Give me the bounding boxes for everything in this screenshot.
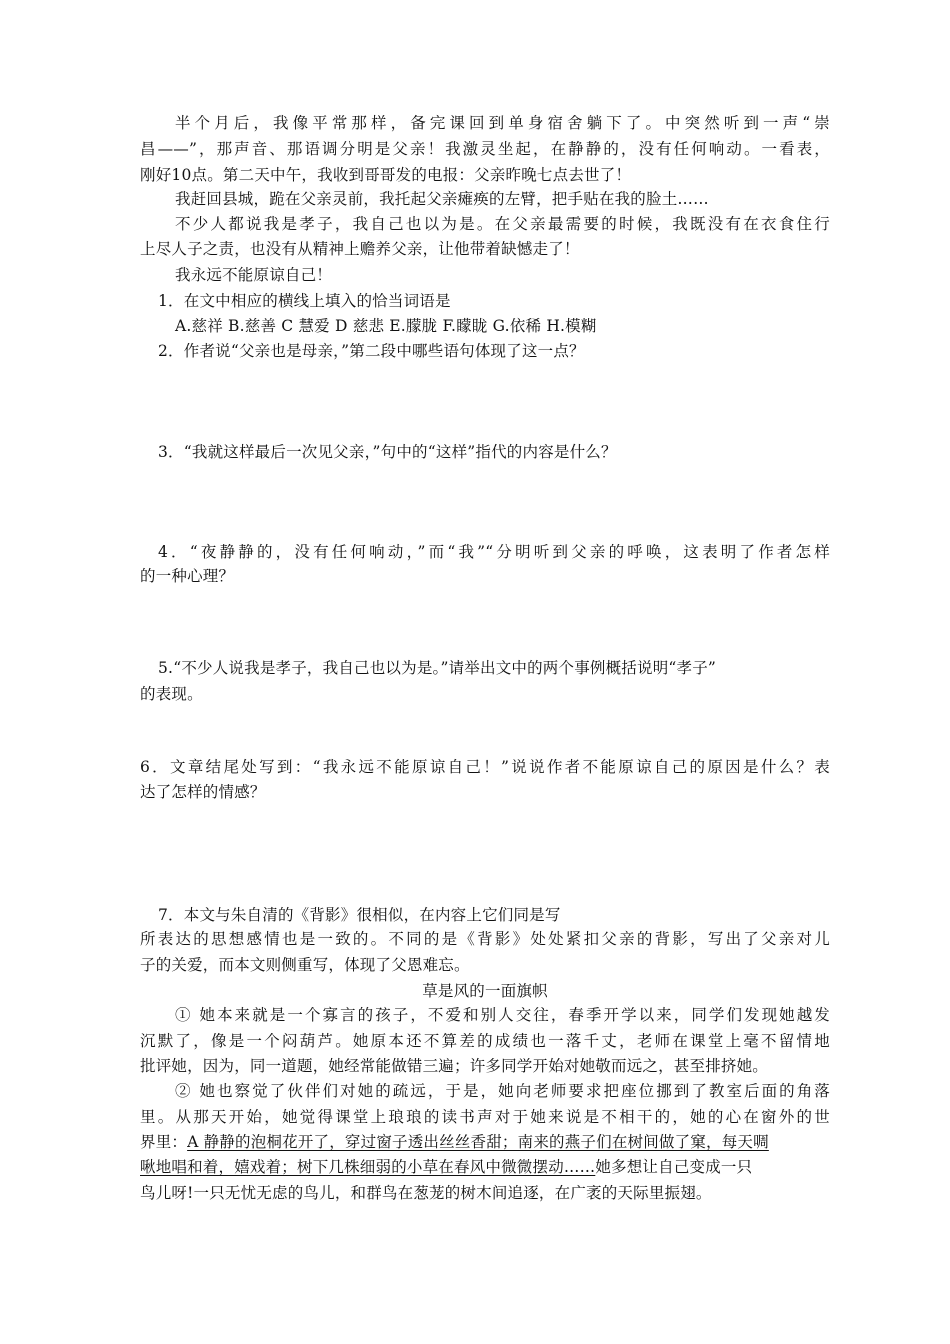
- question-3: 3．“我就这样最后一次见父亲，”句中的“这样”指代的内容是什么？: [158, 443, 617, 461]
- passage2-p2-line2: 里。从那天开始，她觉得课堂上琅琅的读书声对于她来说是不相干的，她的心在窗外的世: [140, 1108, 830, 1126]
- question-4-line1: 4．“夜静静的，没有任何响动，”而“我”“分明听到父亲的呼唤，这表明了作者怎样: [158, 543, 830, 561]
- passage2-p1-line3: 批评她，因为，同一道题，她经常能做错三遍；许多同学开始对她敬而远之，甚至排挤她。: [140, 1057, 769, 1075]
- question-1-options: A.慈祥 B.慈善 C 慧爱 D 慈悲 E.朦胧 F.矇眬 G.依稀 H.模糊: [175, 317, 597, 335]
- question-5-line2: 的表现。: [140, 685, 203, 703]
- question-7-line2: 所表达的思想感情也是一致的。不同的是《背影》处处紧扣父亲的背影，写出了父亲对儿: [140, 930, 830, 948]
- question-6-line1: 6．文章结尾处写到：“我永远不能原谅自己！”说说作者不能原谅自己的原因是什么？表: [140, 758, 830, 776]
- passage1-p3-line1: 不少人都说我是孝子，我自己也以为是。在父亲最需要的时候，我既没有在衣食住行: [175, 215, 830, 233]
- passage2-p2-line4: [140, 1156, 830, 1178]
- passage1-p3-line2: 上尽人子之责，也没有从精神上赡养父亲，让他带着缺憾走了！: [140, 240, 580, 258]
- passage2-p2-line5: 鸟儿呀!一只无忧无虑的鸟儿，和群鸟在葱茏的树木间追逐，在广袤的天际里振翅。: [140, 1184, 712, 1202]
- question-2: 2．作者说“父亲也是母亲，”第二段中哪些语句体现了这一点？: [158, 342, 585, 360]
- passage1-p1-line1: 半个月后，我像平常那样，备完课回到单身宿舍躺下了。中突然听到一声“崇: [175, 114, 830, 132]
- passage2-p1-line1: ① 她本来就是一个寡言的孩子，不爱和别人交往，春季开学以来，同学们发现她越发: [175, 1006, 830, 1024]
- passage1-p1-line2: 昌——”，那声音、那语调分明是父亲！我激灵坐起，在静静的，没有任何响动。一看表，: [140, 140, 830, 158]
- passage2-title: 草是风的一面旗帜: [422, 982, 548, 1000]
- passage2-p2-line3: [140, 1131, 830, 1153]
- passage1-p4: 我永远不能原谅自己！: [175, 266, 333, 284]
- question-5-line1: 5.“不少人说我是孝子，我自己也以为是。”请举出文中的两个事例概括说明“孝子”: [158, 659, 717, 677]
- passage2-p2-line4-post: 她多想让自己变成一只: [595, 1158, 753, 1176]
- passage1-p1-line3: 刚好10点。第二天中午，我收到哥哥发的电报：父亲昨晚七点去世了！: [140, 166, 632, 184]
- question-4-line2: 的一种心理？: [140, 567, 235, 585]
- question-7-line3: 子的关爱，而本文则侧重写，体现了父恩难忘。: [140, 956, 470, 974]
- passage2-underlined-a-part1: A 静静的泡桐花开了，穿过窗子透出丝丝香甜；南来的燕子们在树间做了窠，每天啁: [187, 1133, 769, 1151]
- passage2-p1-line2: 沉默了，像是一个闷葫芦。她原本还不算差的成绩也一落千丈，老师在课堂上毫不留情地: [140, 1032, 830, 1050]
- passage1-p2: 我赶回县城，跪在父亲灵前，我托起父亲瘫痪的左臂，把手贴在我的脸土……: [175, 190, 709, 208]
- question-7-line1: 7．本文与朱自清的《背影》很相似，在内容上它们同是写: [158, 906, 561, 924]
- question-6-line2: 达了怎样的情感？: [140, 783, 266, 801]
- passage2-p2-line1: ② 她也察觉了伙伴们对她的疏远，于是，她向老师要求把座位挪到了教室后面的角落: [175, 1082, 830, 1100]
- passage2-underlined-a-part2: 啾地唱和着，嬉戏着；树下几株细弱的小草在春风中微微摆动……: [140, 1158, 596, 1176]
- passage2-p2-line3-pre: 界里：: [140, 1133, 188, 1151]
- question-1: 1．在文中相应的横线上填入的恰当词语是: [158, 292, 451, 310]
